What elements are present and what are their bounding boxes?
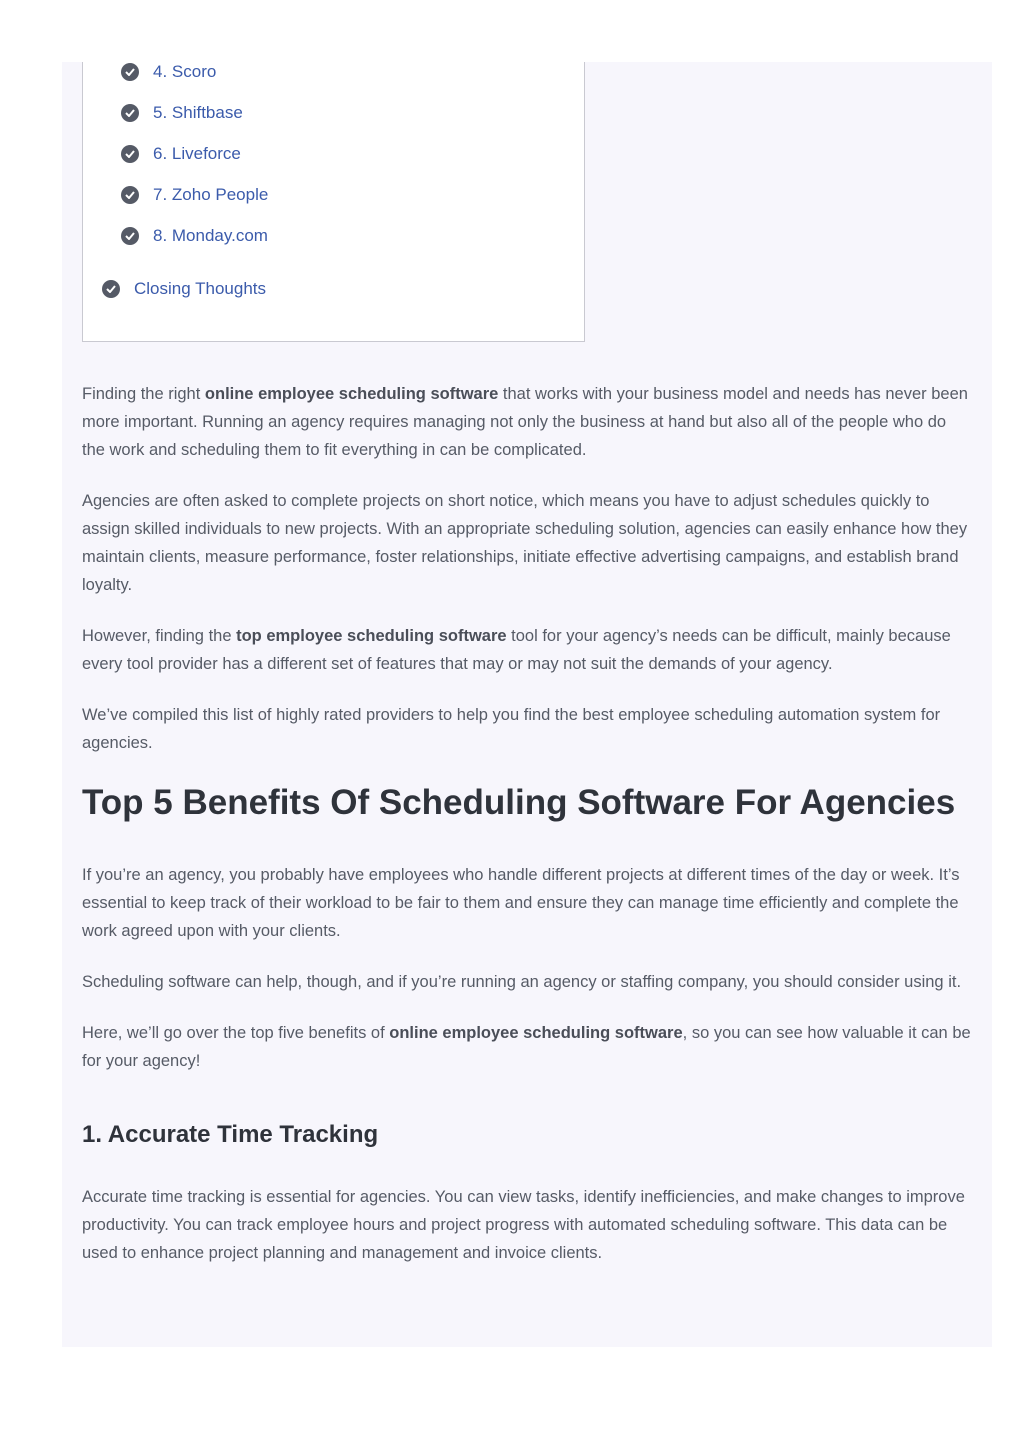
intro-paragraph-3 — [82, 622, 972, 678]
text-span: that works with your business model and needs has never been more important. Running an agency requires managing not only the business at hand but also all of the people who do the work and scheduling them to fit everything in can be complicated. — [82, 385, 968, 459]
toc-item-label: 6. Liveforce — [153, 144, 241, 163]
toc-item-liveforce[interactable] — [121, 144, 241, 164]
benefits-paragraph-3 — [82, 1019, 972, 1075]
bold-keyword: online employee scheduling software — [204, 385, 499, 403]
toc-item-label: 4. Scoro — [153, 62, 217, 81]
toc-item-label: 8. Monday.com — [153, 226, 268, 245]
toc-item-shiftbase[interactable] — [121, 103, 243, 123]
section-heading-time-tracking: 1. Accurate Time Tracking — [82, 1121, 379, 1148]
toc-item-closing-thoughts[interactable] — [102, 279, 266, 299]
check-circle-icon — [121, 227, 139, 245]
table-of-contents — [82, 62, 585, 342]
benefits-paragraph-1: If you’re an agency, you probably have employees who handle different projects at different times of the day or week. It’s essential to keep track of their workload to be fair to them and ensure they can manage time efficiently and complete the work agreed upon with your clients. — [82, 866, 960, 940]
text-span: However, finding the — [82, 627, 237, 645]
text-span: , so you can see how valuable it can be for your agency! — [82, 1024, 971, 1070]
toc-item-label: Closing Thoughts — [134, 279, 266, 298]
toc-item-scoro[interactable] — [121, 62, 216, 82]
toc-item-label: 5. Shiftbase — [153, 103, 243, 122]
time-tracking-paragraph: Accurate time tracking is essential for agencies. You can view tasks, identify inefficiencies, and make changes to improve productivity. You can track employee hours and project progress with automated scheduling software. This data can be used to enhance project planning and management and invoice clients. — [82, 1188, 965, 1262]
toc-item-zoho-people[interactable] — [121, 185, 268, 205]
article-content — [82, 380, 972, 1290]
check-circle-icon — [121, 63, 139, 81]
benefits-heading: Top 5 Benefits Of Scheduling Software For Agencies — [82, 783, 956, 822]
intro-paragraph-4: We’ve compiled this list of highly rated providers to help you find the best employee scheduling automation system for agencies. — [82, 706, 941, 752]
bold-keyword: top employee scheduling software — [236, 627, 507, 645]
benefits-paragraph-2: Scheduling software can help, though, and if you’re running an agency or staffing company, you should consider using it. — [82, 973, 962, 991]
text-span: Finding the right — [82, 385, 205, 403]
text-span: tool for your agency’s needs can be difficult, mainly because every tool provider has a different set of features that may or may not suit the demands of your agency. — [82, 627, 951, 673]
text-span: Here, we’ll go over the top five benefits of — [82, 1024, 390, 1042]
intro-paragraph-2: Agencies are often asked to complete projects on short notice, which means you have to adjust schedules quickly to assign skilled individuals to new projects. With an appropriate scheduling solution, agencies can easily enhance how they maintain clients, measure performance, foster relationships, initiate effective advertising campaigns, and establish brand loyalty. — [82, 492, 968, 594]
check-circle-icon — [102, 280, 120, 298]
intro-paragraph-1 — [82, 380, 972, 464]
check-circle-icon — [121, 104, 139, 122]
bold-keyword: online employee scheduling software — [389, 1024, 683, 1042]
check-circle-icon — [121, 145, 139, 163]
check-circle-icon — [121, 186, 139, 204]
toc-item-label: 7. Zoho People — [153, 185, 269, 204]
toc-item-monday[interactable] — [121, 226, 268, 246]
